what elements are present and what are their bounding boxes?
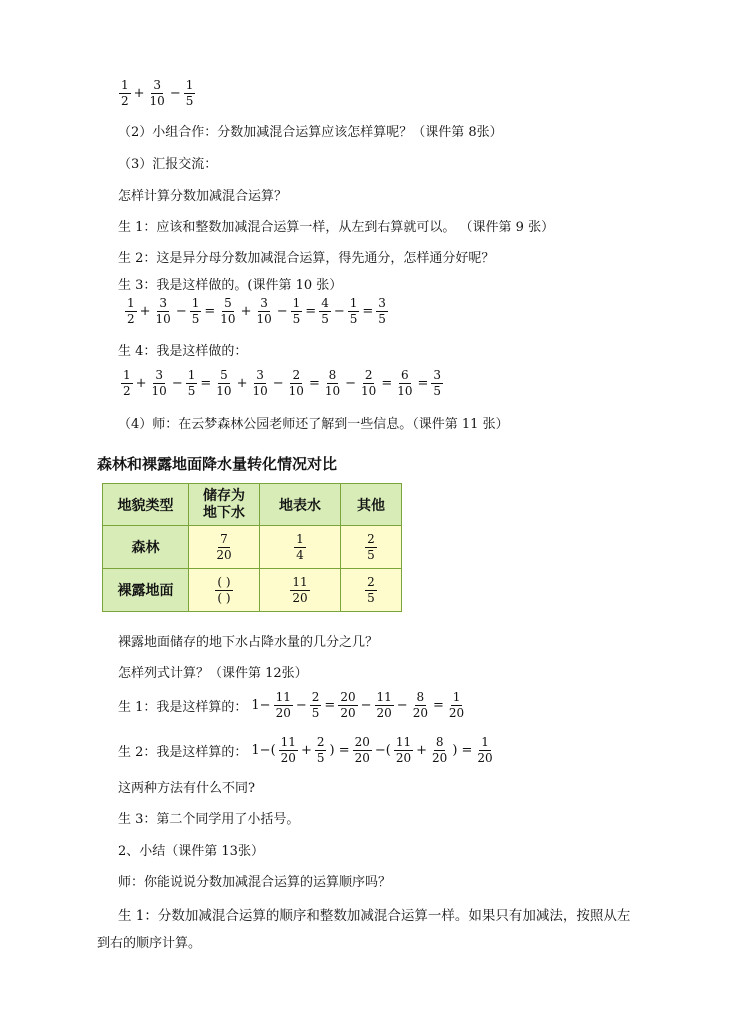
text-line: 2、小结（课件第 13张） [118,844,264,859]
text-line: 这两种方法有什么不同? [118,781,255,796]
table-header: 地貌类型 [103,484,189,526]
fraction: $\frac{3}{10}$ [149,78,165,108]
table-header: 储存为 地下水 [189,484,260,526]
text-line: 生 2：这是异分母分数加减混合运算，得先通分，怎样通分好呢？ [118,251,495,266]
table-header: 其他 [341,484,402,526]
calculation-student2: 生 2：我是这样算的： 1−( $\frac{11}{20}$ + $\frac{2}{5}$ ) = $\frac{20}{20}$ −( $\frac{11}{20}$ + $\frac{8}{20}$ ) = $\frac{1}{20}$ [118,735,493,765]
table-cell: $\frac{2}{5}$ [341,526,402,569]
table-cell: $\frac{7}{20}$ [189,526,260,569]
table-header: 地表水 [260,484,341,526]
text-line: 师：你能说说分数加减混合运算的运算顺序吗？ [118,875,392,890]
table-row [103,569,402,612]
text-line: 怎样列式计算？（课件第 12张） [118,666,308,681]
equation-student3: $\frac{1}{2}$ + $\frac{3}{10}$ − $\frac{1}{5}$ = $\frac{5}{10}$ + $\frac{3}{10}$ − $\frac{1}{5}$ = $\frac{4}{5}$ − $\frac{1}{5}$ = $\frac{3}{5}$ [127,296,386,326]
table-cell: $\frac{11}{20}$ [260,569,341,612]
precipitation-table [102,483,402,612]
fraction: $\frac{1}{5}$ [185,78,194,108]
text-line: （3）汇报交流： [118,157,218,172]
text-line: （4）师：在云梦森林公园老师还了解到一些信息。（课件第 11 张） [118,417,509,432]
text-line: 到右的顺序计算。 [97,936,202,951]
text-line: 怎样计算分数加减混合运算？ [118,189,288,204]
text-line: 裸露地面储存的地下水占降水量的几分之几？ [118,635,379,650]
text-line: 生 4：我是这样做的： [118,344,248,359]
text-line: （2）小组合作：分数加减混合运算应该怎样算呢？（课件第 8张） [118,125,503,140]
expression-top: $\frac{1}{2}$ + $\frac{3}{10}$ − $\frac{1}{5}$ [121,78,194,108]
calculation-student1: 生 1：我是这样算的： 1− $\frac{11}{20}$ − $\frac{2}{5}$ = $\frac{20}{20}$ − $\frac{11}{20}$ − $\frac{8}{20}$ = $\frac{1}{20}$ [118,690,465,720]
row-label: 裸露地面 [103,569,189,612]
fraction: $\frac{1}{2}$ [121,78,129,108]
row-label: 森林 [103,526,189,569]
text-line: 生 3：第二个同学用了小括号。 [118,812,300,827]
text-line: 生 3：我是这样做的。(课件第 10 张） [118,278,343,293]
equation-student4: $\frac{1}{2}$ + $\frac{3}{10}$ − $\frac{1}{5}$ = $\frac{5}{10}$ + $\frac{3}{10}$ − $\frac{2}{10}$ = $\frac{8}{10}$ − $\frac{2}{10}$ = $\frac{6}{10}$ = $\frac{3}{5}$ [123,368,442,398]
text-line: 生 1：分数加减混合运算的顺序和整数加减混合运算一样。如果只有加减法，按照从左 [118,908,631,924]
table-cell-blank: $\frac{( )}{( )}$ [189,569,260,612]
table-row [103,526,402,569]
table-cell: $\frac{1}{4}$ [260,526,341,569]
table-cell: $\frac{2}{5}$ [341,569,402,612]
table-title: 森林和裸露地面降水量转化情况对比 [97,455,338,473]
text-line: 生 1：应该和整数加减混合运算一样，从左到右算就可以。 （课件第 9 张） [118,220,555,235]
